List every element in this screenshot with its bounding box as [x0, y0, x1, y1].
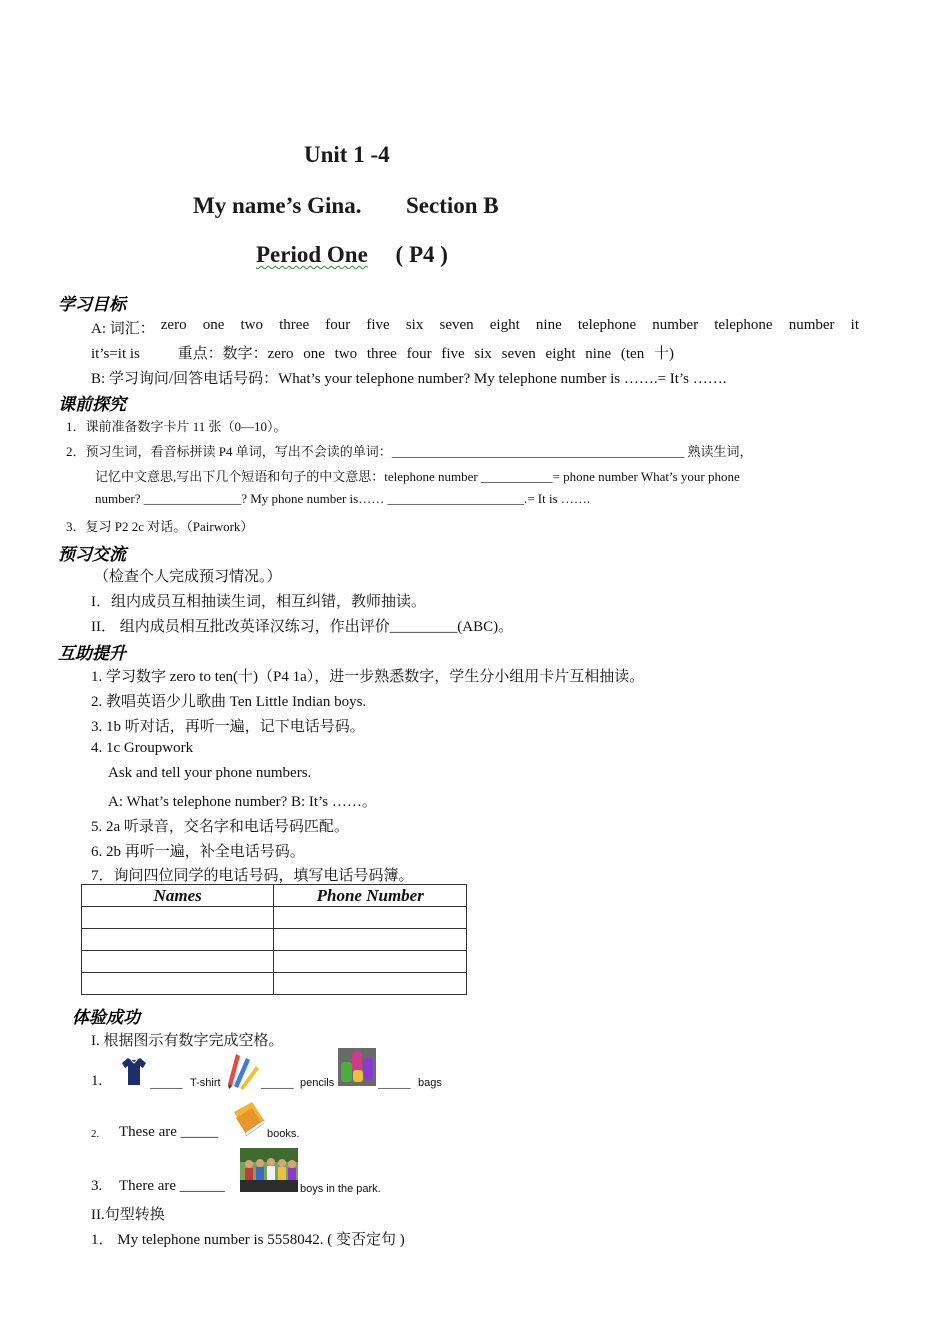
bags-icon	[338, 1048, 376, 1086]
q1-label-bags: bags	[418, 1077, 442, 1089]
goals-heading: 学习目标	[58, 295, 126, 315]
phone-cell[interactable]	[274, 907, 467, 929]
table-header-phone: Phone Number	[274, 885, 467, 907]
q1-label-tshirt: T-shirt	[190, 1077, 221, 1089]
name-cell[interactable]	[82, 973, 274, 995]
explore-item-1: 1．课前准备数字卡片 11 张（0—10）。	[66, 419, 287, 434]
goals-a-prefix: A: 词汇：	[91, 321, 155, 337]
success-heading: 体验成功	[72, 1008, 140, 1028]
q2-number: 2.	[91, 1128, 100, 1140]
table-row	[82, 973, 467, 995]
help-item-5: 5. 2a 听录音，交名字和电话号码匹配。	[91, 819, 349, 835]
goals-a-words: zero one two three four five six seven eight nine telephone number telephone number it	[160, 317, 859, 333]
help-heading: 互助提升	[58, 644, 126, 664]
help-item-6: 6. 2b 再听一遍，补全电话号码。	[91, 844, 305, 860]
exchange-item-1: I．组内成员互相抽读生词，相互纠错，教师抽读。	[91, 594, 426, 610]
help-item-2: 2. 教唱英语少儿歌曲 Ten Little Indian boys.	[91, 694, 367, 710]
pencils-icon	[224, 1050, 260, 1090]
phone-cell[interactable]	[274, 973, 467, 995]
q3-label-boys: boys in the park.	[300, 1183, 381, 1195]
explore-item-2-line1: 2．预习生词，看音标拼读 P4 单词，写出不会读的单词：_____________________________________________ 熟读生词，	[66, 444, 753, 459]
table-row	[82, 907, 467, 929]
boys-photo-icon	[240, 1148, 298, 1192]
goals-b-line: B: 学习询问/回答电话号码：What’s your telephone number? My telephone number is …….= It’s …….	[91, 371, 727, 387]
goals-itis: it’s=it is	[91, 346, 140, 362]
unit-title: Unit 1 -4	[304, 142, 390, 167]
q1-blank-1[interactable]: _____	[150, 1075, 183, 1090]
period-label: Period One	[256, 242, 368, 267]
name-cell[interactable]	[82, 907, 274, 929]
q1-blank-2[interactable]: _____	[261, 1075, 294, 1090]
q1-blank-3[interactable]: _____	[378, 1075, 411, 1090]
success-part-1: I. 根据图示有数字完成空格。	[91, 1033, 284, 1049]
books-icon	[232, 1098, 266, 1138]
goals-a-line	[91, 317, 859, 338]
part2-item-1: 1． My telephone number is 5558042. ( 变否定句 )	[91, 1232, 405, 1248]
success-part-2: II.句型转换	[91, 1207, 165, 1223]
q2-label-books: books.	[267, 1128, 300, 1140]
section-title: Section B	[406, 193, 499, 218]
q2-text: These are _____	[119, 1124, 219, 1140]
table-row	[82, 929, 467, 951]
q3-text: There are ______	[119, 1178, 225, 1194]
name-cell[interactable]	[82, 929, 274, 951]
period-title	[256, 242, 448, 268]
phone-cell[interactable]	[274, 951, 467, 973]
q3-number: 3.	[91, 1178, 103, 1194]
exchange-heading: 预习交流	[58, 545, 126, 565]
exchange-intro: （检查个人完成预习情况。）	[94, 569, 282, 585]
phone-number-table	[81, 884, 467, 995]
explore-item-2-line3: number? _______________? My phone number is…… _____________________.= It is …….	[95, 491, 591, 506]
help-item-3: 3. 1b 听对话，再听一遍，记下电话号码。	[91, 719, 365, 735]
q1-label-pencils: pencils	[300, 1077, 335, 1089]
tshirt-icon	[118, 1055, 150, 1087]
explore-item-3: 3．复习 P2 2c 对话。（Pairwork）	[66, 519, 254, 534]
lesson-title: My name’s Gina.	[193, 193, 362, 218]
help-item-4-sub1: Ask and tell your phone numbers.	[108, 765, 312, 781]
table-header-row	[82, 885, 467, 907]
explore-item-2-line2: 记忆中文意思,写出下几个短语和句子的中文意思：telephone number ___________= phone number What’s your phone	[95, 469, 740, 484]
goals-a-line2	[91, 342, 674, 363]
help-item-4-sub2: A: What’s telephone number? B: It’s ……。	[108, 794, 377, 810]
help-item-4: 4. 1c Groupwork	[91, 740, 194, 756]
q1-number: 1.	[91, 1073, 103, 1089]
goals-key-points: 重点：数字：zero one two three four five six seven eight nine (ten 十)	[177, 346, 674, 362]
name-cell[interactable]	[82, 951, 274, 973]
exchange-item-2: II． 组内成员相互批改英译汉练习，作出评价_________(ABC)。	[91, 619, 514, 635]
explore-heading: 课前探究	[58, 395, 126, 415]
page-ref: ( P4 )	[395, 242, 448, 267]
help-item-1: 1. 学习数字 zero to ten(十)（P4 1a），进一步熟悉数字，学生分小组用卡片互相抽读。	[91, 669, 645, 685]
table-header-names: Names	[82, 885, 274, 907]
phone-cell[interactable]	[274, 929, 467, 951]
table-row	[82, 951, 467, 973]
help-item-7: 7．询问四位同学的电话号码，填写电话号码簿。	[91, 868, 414, 884]
